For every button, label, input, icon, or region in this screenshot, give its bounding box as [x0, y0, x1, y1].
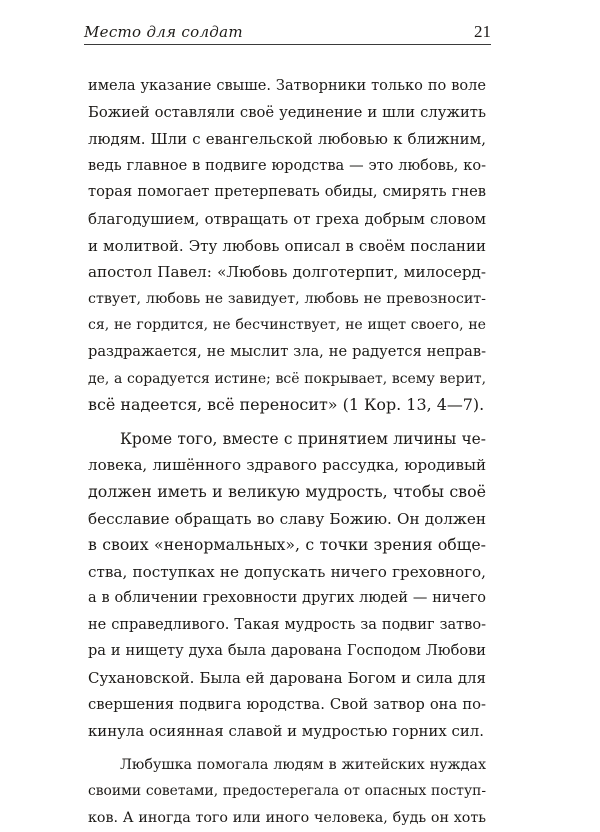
text-line: ра и нищету духа была дарована Господом Любови: [88, 642, 486, 660]
running-header: [84, 18, 491, 45]
text-line: должен иметь и великую мудрость, чтобы своё: [88, 481, 486, 501]
text-line: раздражается, не мыслит зла, не радуется неправ-: [88, 342, 486, 360]
text-line: ся, не гордится, не бесчинствует, не ищет своего, не: [88, 317, 486, 334]
text-line: апостол Павел: «Любовь долготерпит, милосерд-: [88, 263, 486, 282]
text-line: а в обличении греховности других людей — ничего: [88, 590, 486, 607]
text-line: людям. Шли с евангельской любовью к ближним,: [88, 130, 486, 149]
text-line: де, а сорадуется истине; всё покрывает, всему верит,: [88, 370, 486, 387]
text-line: свершения подвига юродства. Свой затвор она по-: [88, 695, 486, 713]
text-line: Сухановской. Была ей дарована Богом и сила для: [88, 669, 486, 688]
page-number: 21: [474, 22, 491, 41]
page-text: [88, 73, 486, 832]
text-line: Божией оставляли своё уединение и шли служить: [88, 103, 486, 121]
text-line: ства, поступках не допускать ничего греховного,: [88, 562, 486, 581]
text-line: ков. А иногда того или иного человека, будь он хоть: [88, 810, 486, 827]
paragraph: [88, 426, 486, 745]
text-line: торая помогает претерпевать обиды, смирять гнев: [88, 183, 486, 201]
text-line: всё надеется, всё переносит» (1 Кор. 13, 4—7).: [88, 395, 485, 415]
text-line: и молитвой. Эту любовь описал в своём послании: [88, 236, 486, 255]
text-line: кинула осиянная славой и мудростью горних сил.: [88, 722, 484, 741]
text-line: своими советами, предостерегала от опасных поступ-: [88, 783, 486, 800]
text-line: ведь главное в подвиге юродства — это любовь, ко-: [88, 157, 486, 174]
text-line: бесславие обращать во славу Божию. Он должен: [88, 509, 486, 528]
text-line: Любушка помогала людям в житейских нуждах: [120, 756, 486, 773]
text-line: имела указание свыше. Затворники только по воле: [88, 77, 486, 94]
text-line: благодушием, отвращать от греха добрым словом: [88, 209, 486, 228]
text-line: в своих «ненормальных», с точки зрения обще-: [88, 535, 486, 555]
paragraph: [88, 73, 486, 419]
text-line: не справедливого. Такая мудрость за подвиг затво-: [88, 616, 486, 633]
text-line: Кроме того, вместе с принятием личины че-: [120, 429, 486, 448]
running-title: Место для солдат: [84, 23, 243, 41]
paragraph: [88, 752, 486, 832]
text-line: ловека, лишённого здравого рассудка, юродивый: [88, 456, 486, 475]
text-line: ствует, любовь не завидует, любовь не превозносит-: [88, 290, 486, 307]
